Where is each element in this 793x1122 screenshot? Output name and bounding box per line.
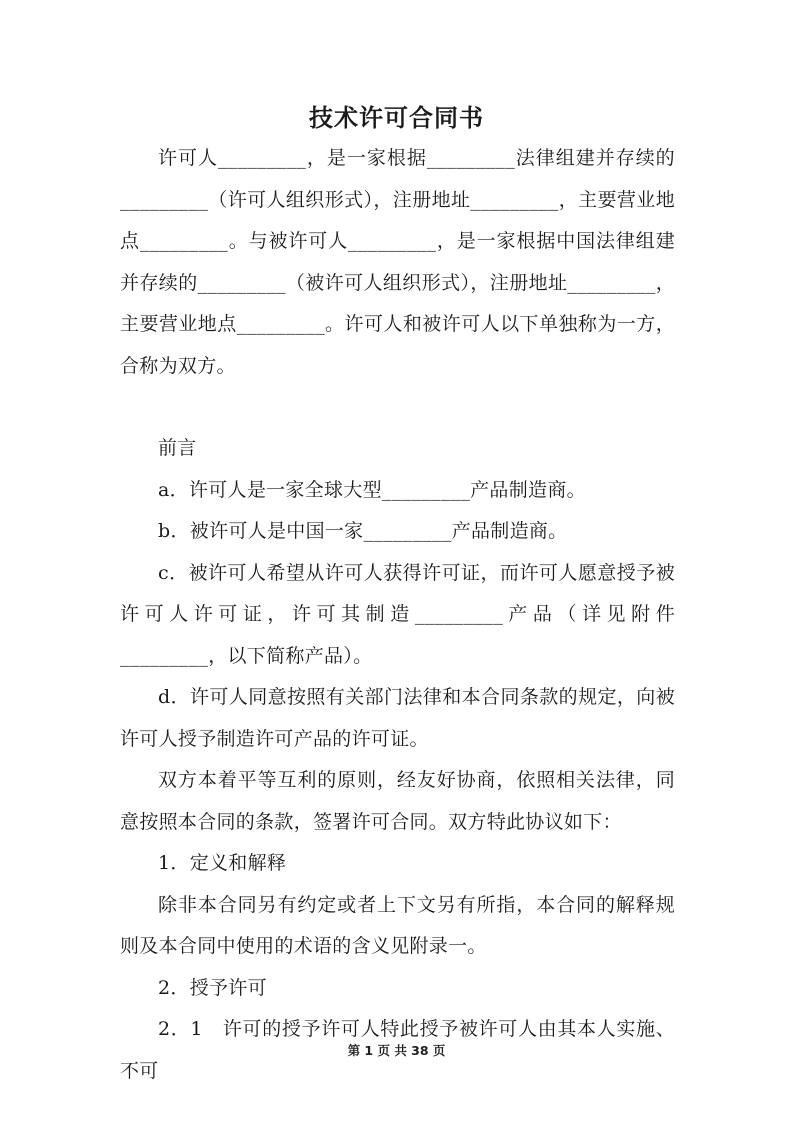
agreement-paragraph: 双方本着平等互利的原则，经友好协商，依照相关法律，同意按照本合同的条款，签署许可合同。双方特此协议如下： bbox=[120, 769, 675, 833]
recital-d: d．许可人同意按照有关部门法律和本合同条款的规定，向被许可人授予制造许可产品的许可证。 bbox=[120, 686, 675, 750]
recital-b: b．被许可人是中国一家_________产品制造商。 bbox=[158, 520, 568, 542]
document-title: 技术许可合同书 bbox=[309, 103, 484, 132]
parties-paragraph: 许可人_________，是一家根据_________法律组建并存续的_________（许可人组织形式），注册地址_________，主要营业地点_________。与被许可人_________，是一家根据中国法律组建并存续的_________（被许可人组织形式），注册地址_________，主要营业地点_________。许可人和被许可人以下单独称为一方，合称为双方。 bbox=[120, 147, 675, 377]
recital-c: c．被许可人希望从许可人获得许可证，而许可人愿意授予被许可人许可证，许可其制造_________产品（详见附件_________，以下简称产品）。 bbox=[120, 561, 675, 667]
section-1-heading: 1．定义和解释 bbox=[158, 852, 287, 874]
document-body bbox=[120, 138, 675, 1092]
preamble-heading: 前言 bbox=[158, 437, 197, 459]
page-footer: 第 1 页 共 38 页 bbox=[347, 1043, 446, 1058]
recital-a: a．许可人是一家全球大型_________产品制造商。 bbox=[158, 478, 586, 501]
section-2-heading: 2．授予许可 bbox=[158, 976, 267, 999]
section-2-1-paragraph: 2．1 许可的授予许可人特此授予被许可人由其本人实施、不可 bbox=[120, 1018, 675, 1082]
section-1-body: 除非本合同另有约定或者上下文另有所指，本合同的解释规则及本合同中使用的术语的含义见附录一。 bbox=[120, 893, 675, 957]
